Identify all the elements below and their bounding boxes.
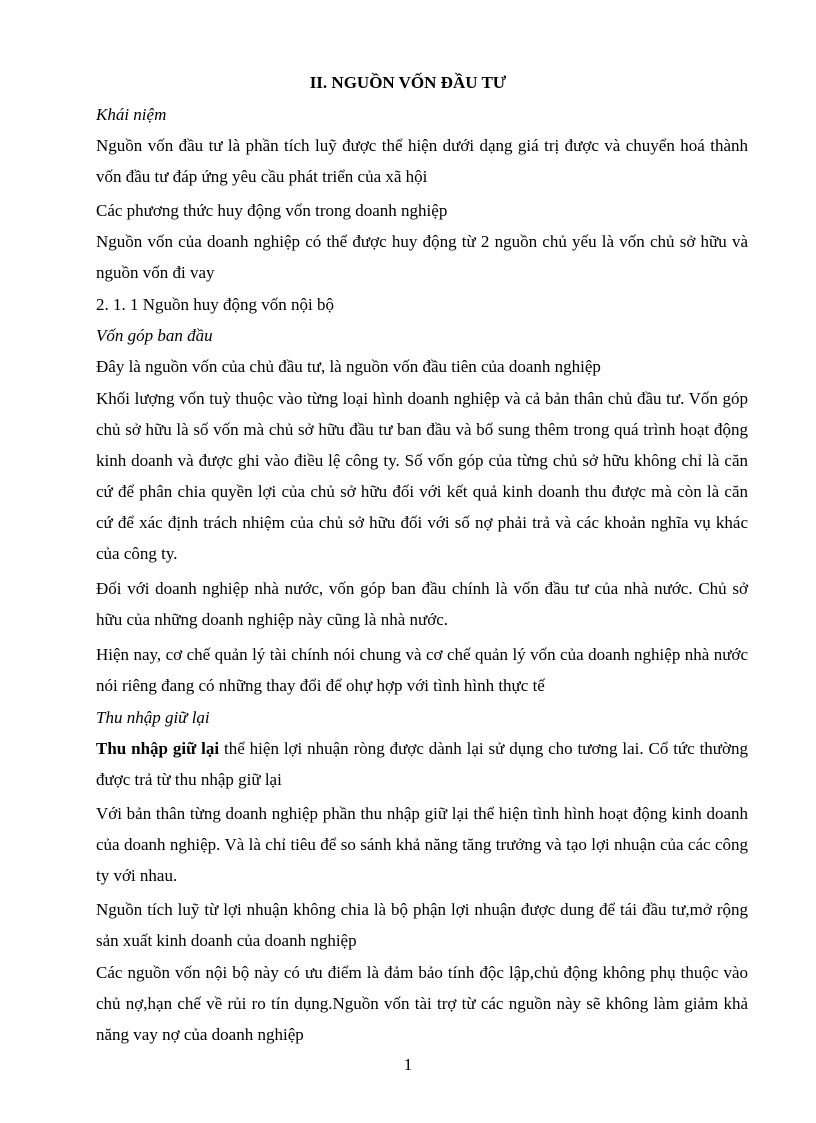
paragraph-thu-nhap-1-rest: thể hiện lợi nhuận ròng được dành lại sử dụng cho tương lai. Cổ tức thường được trả từ thu nhập giữ lại <box>96 739 749 789</box>
paragraph-von-gop-1: Đây là nguồn vốn của chủ đầu tư, là nguồn vốn đầu tiên của doanh nghiệp <box>96 357 601 376</box>
paragraph-definition: Nguồn vốn đầu tư là phần tích luỹ được thể hiện dưới dạng giá trị được và chuyển hoá thành vốn đầu tư đáp ứng yêu cầu phát triển của xã hội <box>96 136 748 186</box>
paragraph-von-gop-4: Hiện nay, cơ chế quản lý tài chính nói chung và cơ chế quản lý vốn của doanh nghiệp nhà nước nói riêng đang có những thay đổi để ohự hợp với tình hình thực tế <box>96 645 748 695</box>
heading-thu-nhap: Thu nhập giữ lại <box>96 708 210 727</box>
page-number: 1 <box>403 1055 413 1074</box>
paragraph-von-gop-3: Đối với doanh nghiệp nhà nước, vốn góp ban đầu chính là vốn đầu tư của nhà nước. Chủ sở hữu của những doanh nghiệp này cũng là nhà nước. <box>96 579 748 629</box>
paragraph-thu-nhap-4: Các nguồn vốn nội bộ này có ưu điểm là đảm bảo tính độc lập,chủ động không phụ thuộc vào chủ nợ,hạn chế về rủi ro tín dụng.Nguồn vốn tài trợ từ các nguồn này sẽ không làm giảm khả năng vay nợ của doanh nghiệp <box>96 963 748 1044</box>
paragraph-von-gop-2: Khối lượng vốn tuỳ thuộc vào từng loại hình doanh nghiệp và cả bản thân chủ đầu tư. Vốn góp chủ sở hữu là số vốn mà chủ sở hữu đầu tư ban đầu và bổ sung thêm trong quá trình hoạt động kinh doanh và được ghi vào điều lệ công ty. Số vốn góp của từng chủ sở hữu không chỉ là căn cứ để phân chia quyền lợi của chủ sở hữu đối với kết quả kinh doanh thu được mà còn là căn cứ để xác định trách nhiệm của chủ sở hữu đối với số nợ phải trả và các khoản nghĩa vụ khác của công ty. <box>96 389 748 563</box>
paragraph-thu-nhap-3: Nguồn tích luỹ từ lợi nhuận không chia là bộ phận lợi nhuận được dung để tái đầu tư,mở rộng sản xuất kinh doanh của doanh nghiệp <box>96 900 748 950</box>
paragraph-thu-nhap-2: Với bản thân từng doanh nghiệp phần thu nhập giữ lại thể hiện tình hình hoạt động kinh doanh của doanh nghiệp. Và là chỉ tiêu để so sánh khả năng tăng trưởng và tạo lợi nhuận của các công ty với nhau. <box>96 804 748 885</box>
term-thu-nhap-giu-lai: Thu nhập giữ lại <box>96 739 220 758</box>
heading-von-gop: Vốn góp ban đầu <box>96 326 213 345</box>
page-title: II. NGUỒN VỐN ĐẦU TƯ <box>309 73 507 92</box>
heading-khai-niem: Khái niệm <box>96 105 167 124</box>
paragraph-thu-nhap-1 <box>96 734 748 796</box>
section-heading-2-1-1: 2. 1. 1 Nguồn huy động vốn nội bộ <box>96 295 334 314</box>
paragraph-methods: Các phương thức huy động vốn trong doanh nghiệp <box>96 201 448 220</box>
paragraph-sources: Nguồn vốn của doanh nghiệp có thể được huy động từ 2 nguồn chủ yếu là vốn chủ sở hữu và nguồn vốn đi vay <box>96 232 748 282</box>
